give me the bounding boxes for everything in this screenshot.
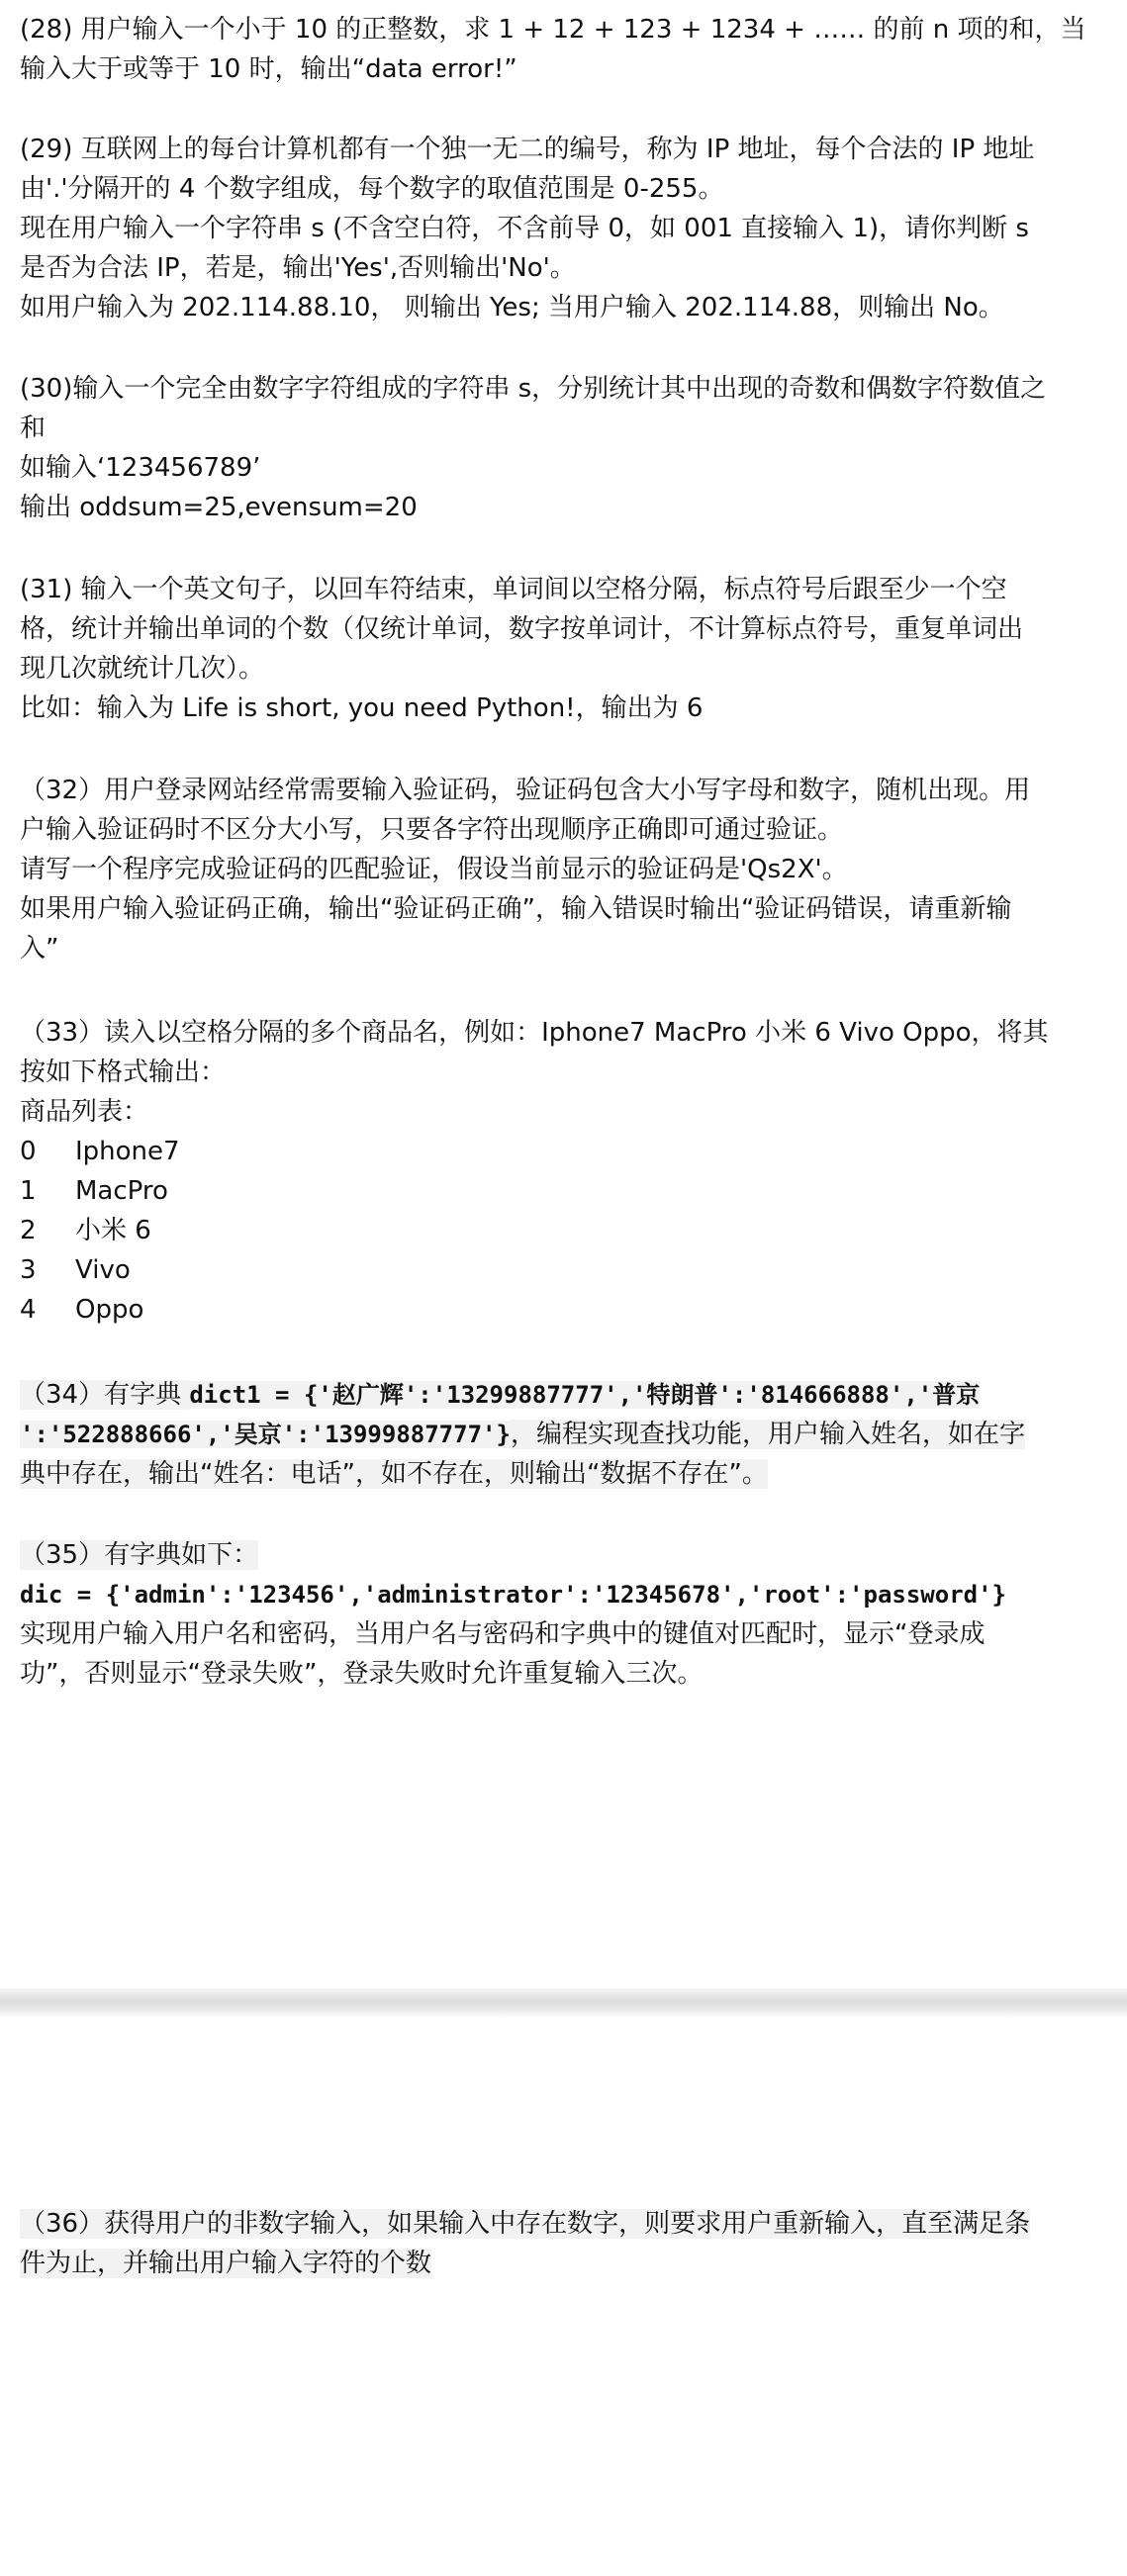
question-35: （35）有字典如下： dic = {'admin':'123456','administrator':'12345678','root':'password'} 实现用户输入用户名和密码，当用户名与密码和字典中的键值对匹配时，显示“登录成 功”，否则显示“登录失败”，登录失败时允许重复输入三次。 [20, 1540, 1006, 1689]
question-34: （34）有字典 dict1 = {'赵广辉':'13299887777','特朗普':'814666888','普京 ':'522888666','吴京':'13999887777'}，编程实现查找功能，用户输入姓名，如在字 典中存在，输出“姓名：电话”，如不存在，则输出“数据不存在”。 [20, 1380, 1025, 1489]
question-30: (30)输入一个完全由数字字符组成的字符串 s，分别统计其中出现的奇数和偶数字符数值之 和 如输入‘123456789’ 输出 oddsum=25,evensum=20 [20, 374, 1047, 522]
list-item: 0 Iphone7 [20, 1137, 180, 1166]
code-snippet: dict1 = {'赵广辉':'13299887777','特朗普':'814666888','普京 [189, 1381, 981, 1409]
question-31: (31) 输入一个英文句子，以回车符结束，单词间以空格分隔，标点符号后跟至少一个空 格，统计并输出单词的个数（仅统计单词，数字按单词计，不计算标点符号，重复单词出 现几次就统计几次）。 比如：输入为 Life is short, you need Python!，输出为 6 [20, 575, 1024, 723]
code-snippet: dic = {'admin':'123456','administrator':'12345678','root':'password'} [20, 1581, 1006, 1609]
page-break-divider [0, 1988, 1127, 2018]
list-item: 4 Oppo [20, 1295, 144, 1325]
question-33: （33）读入以空格分隔的多个商品名，例如：Iphone7 MacPro 小米 6 Vivo Oppo，将其 按如下格式输出： 商品列表： 0 Iphone7 1 MacPro 2 小米 6 3 Vivo 4 Oppo [20, 1013, 1103, 1330]
list-item: 2 小米 6 [20, 1216, 151, 1245]
question-29: (29) 互联网上的每台计算机都有一个独一无二的编号，称为 IP 地址，每个合法的 IP 地址 由'.'分隔开的 4 个数字组成，每个数字的取值范围是 0-255。 现在用户输入一个字符串 s (不含空白符，不含前导 0，如 001 直接输入 1)，请你判断 s 是否为合法 IP，若是，输出'Yes',否则输出'No'。 如用户输入为 202.114.88.10， 则输出 Yes; 当用户输入 202.114.88，则输出 No。 [20, 135, 1035, 322]
code-snippet: ':'522888666','吴京':'13999887777'} [20, 1421, 511, 1448]
list-item: 1 MacPro [20, 1176, 168, 1206]
question-36: （36）获得用户的非数字输入，如果输入中存在数字，则要求用户重新输入，直至满足条 件为止，并输出用户输入字符的个数 [20, 2209, 1031, 2278]
question-32: （32）用户登录网站经常需要输入验证码，验证码包含大小写字母和数字，随机出现。用 户输入验证码时不区分大小写，只要各字符出现顺序正确即可通过验证。 请写一个程序完成验证码的匹配验证，假设当前显示的验证码是'Qs2X'。 如果用户输入验证码正确，输出“验证码正确”，输入错误时输出“验证码错误，请重新输 入” [20, 776, 1031, 964]
question-28: (28) 用户输入一个小于 10 的正整数，求 1 + 12 + 123 + 1234 + …… 的前 n 项的和，当 输入大于或等于 10 时，输出“data error!” [20, 15, 1086, 84]
list-item: 3 Vivo [20, 1255, 131, 1285]
